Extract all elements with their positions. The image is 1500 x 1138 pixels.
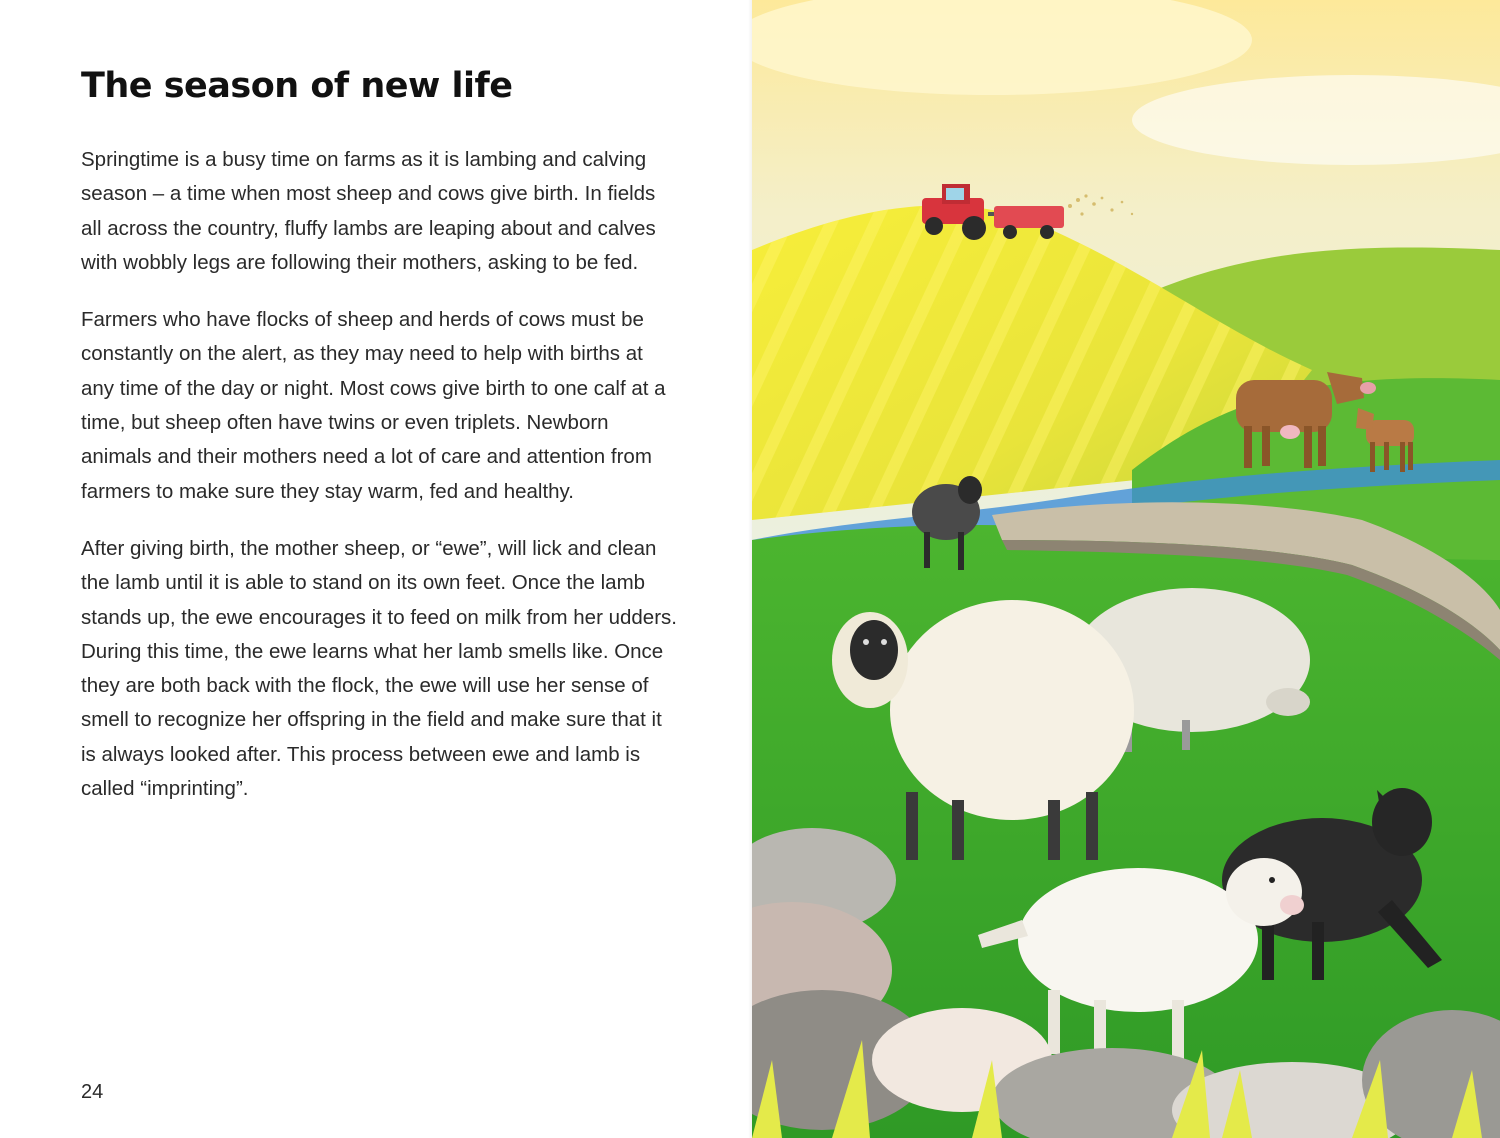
illustration-svg [752,0,1500,1138]
farm-illustration [752,0,1500,1138]
body-text [81,143,681,829]
paragraph: After giving birth, the mother sheep, or “ewe”, will lick and clean the lamb until it is able to stand on its own feet. Once the lamb stands up, the ewe encourages it to feed on milk from her udders. During this time, the ewe learns what her lamb smells like. Once they are both back with the flock, the ewe will use her sense of smell to recognize her offspring in the field and make sure that it is always looked after. This process between ewe and lamb is called “imprinting”. [81,536,677,801]
page-number: 24 [81,1081,104,1103]
paragraph: Farmers who have flocks of sheep and herds of cows must be constantly on the alert, as they may need to help with births at any time of the day or night. Most cows give birth to one calf at a time, but sheep often have twins or even triplets. Newborn animals and their mothers need a lot of care and attention from farmers to make sure they stay warm, fed and healthy. [81,308,666,503]
page-title: The season of new life [81,66,513,106]
paragraph: Springtime is a busy time on farms as it is lambing and calving season – a time when most sheep and cows give birth. In fields all across the country, fluffy lambs are leaping about and calves with wobbly legs are following their mothers, asking to be fed. [81,148,656,274]
